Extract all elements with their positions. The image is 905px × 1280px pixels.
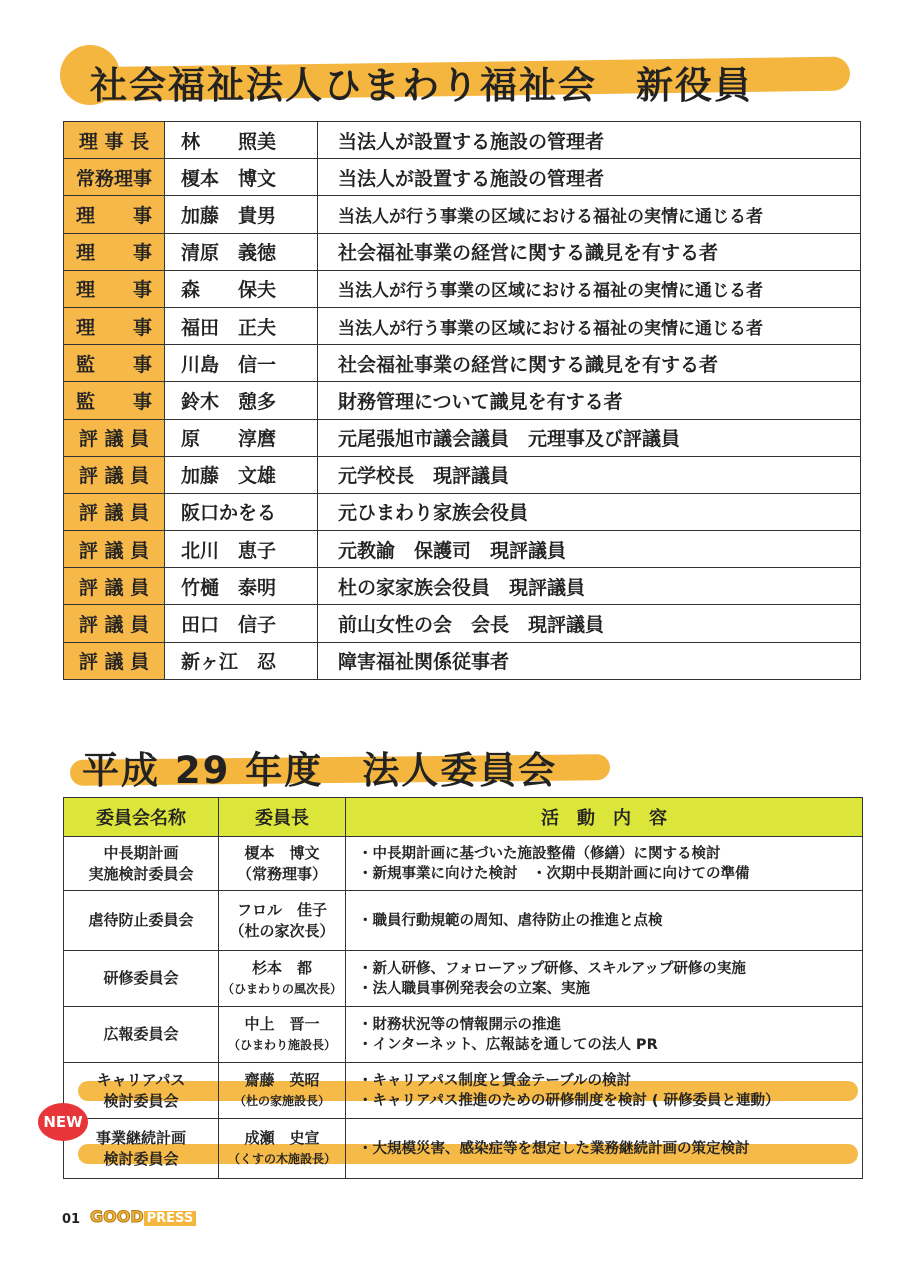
committee-chair — [219, 837, 346, 891]
officer-row — [64, 307, 861, 344]
officers-title: 社会福祉法人ひまわり福祉会 新役員 — [90, 64, 753, 107]
officer-role: 理 事 長 — [64, 122, 165, 159]
officer-description: 元学校長 現評議員 — [318, 456, 861, 493]
committee-chair — [219, 891, 346, 951]
committee-chair — [219, 1119, 346, 1179]
officer-name: 川島 信一 — [165, 345, 318, 382]
logo-press: PRESS — [144, 1211, 197, 1226]
committee-name-line: 中長期計画 — [103, 843, 179, 862]
committee-activity — [346, 837, 863, 891]
officer-description: 障害福祉関係従事者 — [318, 642, 861, 679]
committee-name-line: 検討委員会 — [103, 1091, 179, 1110]
officer-name: 阪口かをる — [165, 493, 318, 530]
chair-name: 齋藤 英昭 — [244, 1070, 320, 1089]
committee-name-line: 広報委員会 — [103, 1025, 179, 1043]
committee-row — [64, 891, 863, 951]
officer-role: 評 議 員 — [64, 568, 165, 605]
committee-activity — [346, 1119, 863, 1179]
officer-role: 理 事 — [64, 270, 165, 307]
committee-name — [64, 1063, 219, 1119]
committee-name — [64, 891, 219, 951]
officer-name: 森 保夫 — [165, 270, 318, 307]
chair-position: （ひまわりの風次長） — [221, 981, 342, 996]
committee-activity — [346, 891, 863, 951]
officer-role: 評 議 員 — [64, 642, 165, 679]
chair-position: （くすの木施設長） — [227, 1151, 336, 1166]
activity-line: ・キャリアパス推進のための研修制度を検討 ( 研修委員と連動） — [358, 1092, 780, 1109]
activity-line: ・キャリアパス制度と賃金テーブルの検討 — [358, 1072, 632, 1089]
officer-role: 評 議 員 — [64, 531, 165, 568]
officer-row — [64, 493, 861, 530]
activity-line: ・インターネット、広報誌を通しての法人 PR — [358, 1036, 658, 1053]
officer-name: 加藤 貴男 — [165, 196, 318, 233]
col-header-name: 委員会名称 — [64, 798, 219, 837]
page-number: 01 — [62, 1212, 81, 1227]
officer-name: 林 照美 — [165, 122, 318, 159]
committee-name — [64, 837, 219, 891]
officer-role: 監 事 — [64, 382, 165, 419]
logo-good: GOOD — [90, 1207, 144, 1226]
officer-row — [64, 345, 861, 382]
committee-row — [64, 1119, 863, 1179]
officer-name: 榎本 博文 — [165, 159, 318, 196]
chair-position: （ひまわり施設長） — [227, 1037, 336, 1052]
officer-row — [64, 605, 861, 642]
activity-line: ・財務状況等の情報開示の推進 — [358, 1016, 561, 1033]
committee-activity — [346, 1007, 863, 1063]
committee-chair — [219, 1063, 346, 1119]
committee-name-line: 検討委員会 — [103, 1149, 179, 1168]
officer-description: 杜の家家族会役員 現評議員 — [318, 568, 861, 605]
officer-role: 理 事 — [64, 307, 165, 344]
col-header-chair: 委員長 — [219, 798, 346, 837]
officer-description: 元ひまわり家族会役員 — [318, 493, 861, 530]
good-press-logo — [90, 1207, 196, 1226]
committee-name-line: 事業継続計画 — [95, 1128, 186, 1147]
committees-title: 平成 29 年度 法人委員会 — [82, 749, 558, 792]
activity-line: ・新人研修、フォローアップ研修、スキルアップ研修の実施 — [358, 960, 746, 977]
chair-position: （杜の家次長） — [229, 921, 335, 940]
committee-name-line: 研修委員会 — [103, 969, 179, 987]
officer-row — [64, 122, 861, 159]
officer-name: 清原 義徳 — [165, 233, 318, 270]
officer-row — [64, 382, 861, 419]
chair-name: 榎本 博文 — [244, 843, 320, 862]
officer-description: 財務管理について識見を有する者 — [318, 382, 861, 419]
officer-row — [64, 159, 861, 196]
officer-row — [64, 270, 861, 307]
officer-name: 竹樋 泰明 — [165, 568, 318, 605]
officer-name: 鈴木 憩多 — [165, 382, 318, 419]
officer-description: 社会福祉事業の経営に関する識見を有する者 — [318, 345, 861, 382]
officer-description: 前山女性の会 会長 現評議員 — [318, 605, 861, 642]
activity-line: ・大規模災害、感染症等を想定した業務継続計画の策定検討 — [358, 1140, 750, 1157]
officer-name: 田口 信子 — [165, 605, 318, 642]
committee-name-line: 虐待防止委員会 — [88, 911, 194, 929]
officer-description: 当法人が行う事業の区域における福祉の実情に通じる者 — [318, 196, 861, 233]
activity-line: ・新規事業に向けた検討 ・次期中長期計画に向けての準備 — [358, 865, 750, 882]
committee-row — [64, 1063, 863, 1119]
col-header-activity: 活 動 内 容 — [346, 798, 863, 837]
chair-position: （常務理事） — [236, 864, 327, 883]
chair-name: 中上 晋一 — [244, 1014, 320, 1033]
officers-table — [63, 121, 861, 680]
officer-name: 北川 恵子 — [165, 531, 318, 568]
officer-role: 評 議 員 — [64, 605, 165, 642]
officer-role: 評 議 員 — [64, 456, 165, 493]
officer-description: 社会福祉事業の経営に関する識見を有する者 — [318, 233, 861, 270]
committee-name — [64, 1007, 219, 1063]
officer-role: 理 事 — [64, 233, 165, 270]
officer-description: 元尾張旭市議会議員 元理事及び評議員 — [318, 419, 861, 456]
committee-name-line: 実施検討委員会 — [88, 864, 194, 883]
committee-row — [64, 837, 863, 891]
committee-chair — [219, 951, 346, 1007]
officer-name: 加藤 文雄 — [165, 456, 318, 493]
officer-row — [64, 419, 861, 456]
officer-row — [64, 456, 861, 493]
officer-role: 常務理事 — [64, 159, 165, 196]
officer-role: 理 事 — [64, 196, 165, 233]
activity-line: ・中長期計画に基づいた施設整備（修繕）に関する検討 — [358, 845, 721, 862]
officer-role: 監 事 — [64, 345, 165, 382]
committee-activity — [346, 951, 863, 1007]
chair-name: 成瀬 史宣 — [244, 1128, 320, 1147]
officer-row — [64, 233, 861, 270]
officer-description: 当法人が設置する施設の管理者 — [318, 159, 861, 196]
officer-description: 当法人が行う事業の区域における福祉の実情に通じる者 — [318, 270, 861, 307]
officer-role: 評 議 員 — [64, 419, 165, 456]
officer-name: 新ヶ江 忍 — [165, 642, 318, 679]
officer-name: 原 淳麿 — [165, 419, 318, 456]
chair-name: フロル 佳子 — [236, 900, 327, 919]
officer-row — [64, 642, 861, 679]
officer-description: 当法人が行う事業の区域における福祉の実情に通じる者 — [318, 307, 861, 344]
chair-position: （杜の家施設長） — [233, 1093, 330, 1108]
officer-description: 元教諭 保護司 現評議員 — [318, 531, 861, 568]
new-badge: NEW — [38, 1103, 88, 1141]
committee-row — [64, 1007, 863, 1063]
committees-table — [63, 797, 863, 1179]
activity-line: ・職員行動規範の周知、虐待防止の推進と点検 — [358, 912, 663, 929]
officer-row — [64, 196, 861, 233]
officer-role: 評 議 員 — [64, 493, 165, 530]
committee-name-line: キャリアパス — [96, 1070, 186, 1089]
committee-chair — [219, 1007, 346, 1063]
chair-name: 杉本 都 — [251, 958, 312, 977]
officer-row — [64, 531, 861, 568]
committee-activity — [346, 1063, 863, 1119]
activity-line: ・法人職員事例発表会の立案、実施 — [358, 980, 590, 997]
committee-name — [64, 951, 219, 1007]
officer-description: 当法人が設置する施設の管理者 — [318, 122, 861, 159]
committee-row — [64, 951, 863, 1007]
officer-row — [64, 568, 861, 605]
officer-name: 福田 正夫 — [165, 307, 318, 344]
